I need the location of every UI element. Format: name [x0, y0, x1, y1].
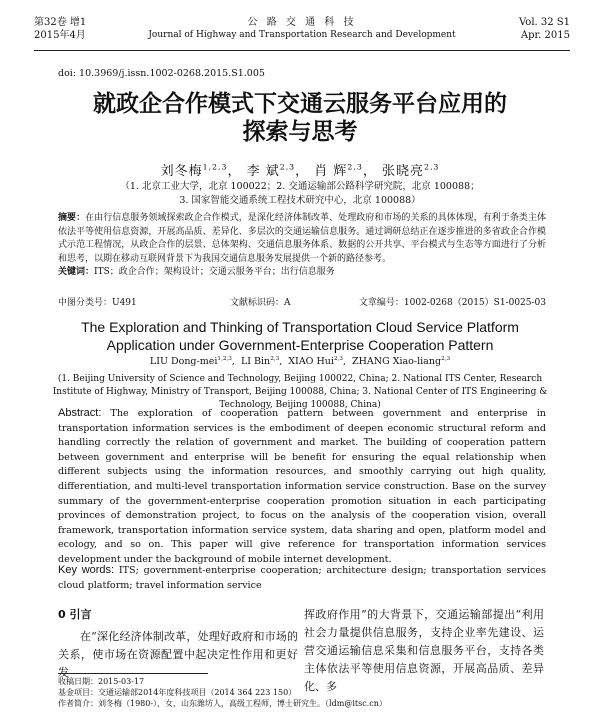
body-column-left	[58, 606, 298, 682]
author-cn-1: 刘冬梅	[160, 164, 203, 179]
author-en-3-sup: 2,3	[333, 356, 343, 362]
keywords-cn-text: ITS；政企合作；架构设计；交通云服务平台；出行信息服务	[94, 267, 335, 277]
author-en-2: LI Bin	[240, 356, 271, 368]
abstract-en-text: The exploration of cooperation pattern between government and enterprise in transportation information services is the embodiment of deepen economic structural reform and handling correctly the relation of government and market. The building of cooperation pattern between government and enterprise will be benefit for ensuring the equal relationship when different subjects using the information resources, and smoothly carrying out high quality, differentiation, and multi-level transportation information service construction. Base on the survey summary of the government-enterprise cooperation promotion situation in each participating provinces of demonstration project, to focus on the analysis of the cooperation vision, overall framework, transportation information service system, data sharing and open, platform model and ecology, and so on. This paper will give reference for transportation information services development under the background of mobile internet development.	[58, 408, 546, 565]
title-cn	[0, 90, 600, 146]
author-cn-1-sup: 1,2,3	[202, 162, 228, 172]
author-en-3: XIAO Hui	[288, 356, 334, 368]
body-column-right: 挥政府作用”的大背景下，交通运输部提出“利用社会力量提供信息服务，支持企业率先建设、运营交通运输信息采集和信息服务平台，支持各类主体依法平等使用信息资源，开展高品质、差异化、多	[304, 608, 544, 693]
title-en-line1: The Exploration and Thinking of Transportation Cloud Service Platform	[81, 319, 519, 335]
affiliations-en: (1. Beijing University of Science and Technology, Beijing 100022, China; 2. National ITS Center, Research Institute of Highway, Ministry of Transport, Beijing 100088, China; 3. National Center of ITS Engineering & Technology, Beijing 100088, China)	[52, 374, 548, 410]
document-code: 文献标识码：A	[230, 298, 291, 308]
footnote-divider	[58, 673, 208, 674]
clc-number: 中图分类号：U491	[58, 298, 137, 308]
doi[interactable]: doi: 10.3969/j.issn.1002-0268.2015.S1.005	[58, 68, 265, 79]
title-en	[0, 318, 600, 354]
authors-en: LIU Dong-mei$^{1,2,3}$, LI Bin$^{2,3}$, XIAO Hui$^{2,3}$, ZHANG Xiao-liang$^{2,3}$	[149, 356, 451, 368]
header-right	[519, 16, 570, 42]
header-center	[34, 16, 570, 42]
authors-cn: 刘冬梅$^{1,2,3}$， 李 斌$^{2,3}$， 肖 辉$^{2,3}$， 张晓亮$^{2,3}$	[160, 162, 440, 179]
abstract-cn-text: 在由行信息服务领域探索政企合作模式，是深化经济体制改革、处理政府和市场的关系的具体体现，有利于条类主体依法平等使用信息资源，开展高品质、差异化、多层次的交通运输信息服务。通过调研总结正在逐步推进的多省政企合作模式示范工程情况，从政企合作的层景、总体架构、交通信息服务体系、数据的公开共享、平台模式与生态等方面进行了分析和思考，以期在移动互联网背景下为我国交通信息服务发展提供一个新的路径参考。	[58, 213, 546, 264]
section-heading-intro: 0 引言	[58, 608, 92, 621]
abstract-en-label: Abstract:	[58, 407, 102, 419]
author-en-1-sup: 1,2,3	[217, 356, 232, 362]
affiliations-cn	[0, 180, 600, 208]
article-number: 文章编号：1002-0268（2015）S1-0025-03	[358, 298, 546, 308]
title-en-line2: Application under Government-Enterprise Cooperation Pattern	[106, 337, 494, 353]
author-cn-2-sup: 2,3	[279, 162, 296, 172]
keywords-en	[58, 563, 546, 593]
intro-paragraph-left: 在“深化经济体制改革，处理好政府和市场的关系，使市场在资源配置中起决定性作用和更好发	[58, 630, 298, 679]
keywords-en-label: Key words:	[58, 564, 115, 576]
author-cn-4-sup: 2,3	[423, 162, 440, 172]
affiliation-cn-line2: 3. 国家智能交通系统工程技术研究中心，北京 100088）	[179, 195, 421, 206]
abstract-cn-label: 摘要：	[58, 213, 86, 223]
header-journal-en: Journal of Highway and Transportation Research and Development	[148, 30, 456, 40]
header-date-en: Apr. 2015	[520, 30, 570, 41]
header-vol-en: Vol. 32 S1	[519, 17, 570, 28]
author-en-2-sup: 2,3	[270, 356, 280, 362]
abstract-cn	[58, 212, 546, 280]
author-cn-4: 张晓亮	[381, 164, 424, 179]
keywords-cn-label: 关键词：	[58, 267, 95, 277]
title-cn-line1: 就政企合作模式下交通云服务平台应用的	[93, 91, 507, 117]
title-cn-line2: 探索与思考	[242, 119, 358, 145]
keywords-en-text: ITS; government-enterprise cooperation; architecture design; transportation services cloud platform; travel information service	[58, 565, 546, 591]
header-volume-cn: 第32卷 增1	[34, 17, 87, 28]
header-date-cn: 2015年4月	[34, 30, 86, 41]
footnote-author: 作者简介：刘冬梅（1980-），女，山东潍坊人，高级工程师，博士研究生。（ldm@itsc.cn）	[58, 699, 387, 708]
author-en-4: ZHANG Xiao-liang	[352, 356, 442, 368]
author-cn-2: 李 斌	[246, 164, 280, 179]
header-journal-cn: 公 路 交 通 科 技	[247, 17, 357, 28]
abstract-en	[58, 406, 546, 568]
footnote-received: 收稿日期：2015-03-17	[58, 677, 145, 686]
author-en-4-sup: 2,3	[441, 356, 451, 362]
footnote-fund: 基金项目：交通运输部2014年度科技项目（2014 364 223 150）	[58, 688, 297, 697]
running-header	[34, 14, 570, 51]
author-cn-3-sup: 2,3	[347, 162, 363, 172]
affiliation-cn-line1: （1. 北京工业大学，北京 100022；2. 交通运输部公路科学研究院，北京 100088；	[120, 181, 480, 192]
author-cn-3: 肖 辉	[314, 164, 348, 179]
author-en-1: LIU Dong-mei	[149, 356, 218, 368]
footnote	[58, 676, 558, 709]
